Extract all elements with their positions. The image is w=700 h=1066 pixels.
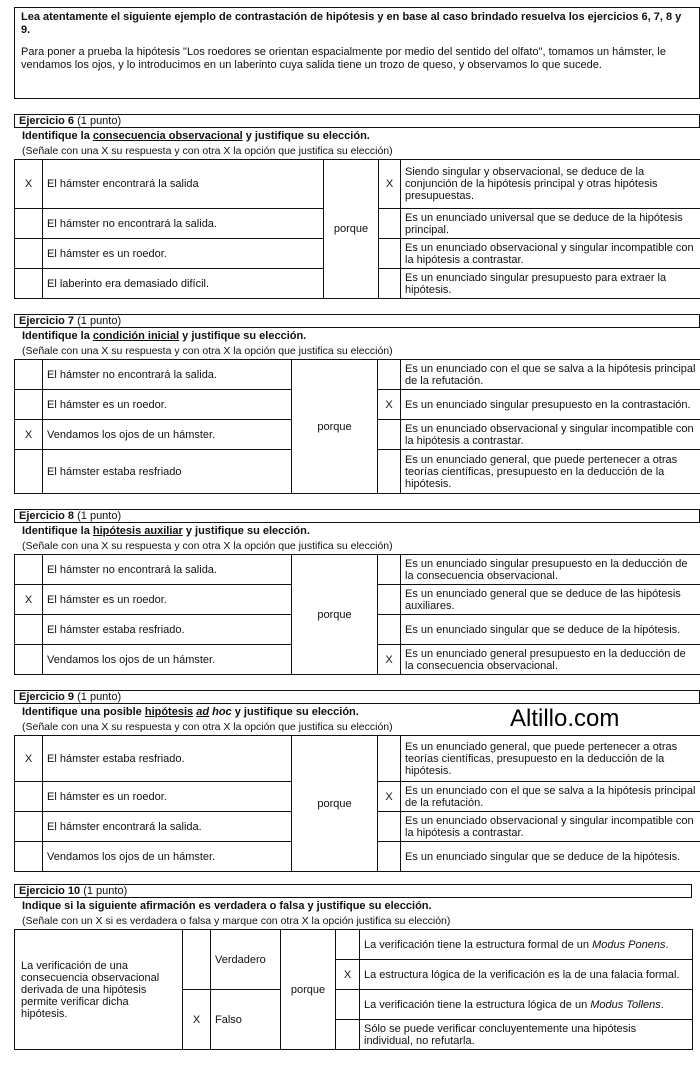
ex7-inst-pre: Identifique la: [22, 330, 93, 342]
ex9-table: [14, 735, 700, 872]
ex6-header: [14, 114, 700, 128]
intro-body: Para poner a prueba la hipótesis "Los roedores se orientan espacialmente por medio del sentido del olfato", tomamos un hámster, le vendamos los ojos, y lo introducimos en un laberinto cuya salida tiene un trozo de queso, y observamos lo que sucede.: [21, 46, 666, 71]
ex7-left-mark[interactable]: [15, 390, 43, 420]
ex7-title: Ejercicio 7: [19, 315, 75, 327]
intro-heading: Lea atentamente el siguiente ejemplo de contrastación de hipótesis y en base al caso brindado resuelva los ejercicios 6, 7, 8 y 9.: [21, 11, 682, 36]
ex10-false-option[interactable]: Falso: [211, 990, 281, 1050]
ex7-left-option[interactable]: El hámster es un roedor.: [43, 390, 292, 420]
porque-label: porque: [281, 930, 336, 1050]
ex6-right-option[interactable]: Es un enunciado universal que se deduce de la hipótesis principal.: [401, 209, 700, 239]
ex6-inst-post: y justifique su elección.: [242, 130, 370, 142]
ex6-left-option[interactable]: El laberinto era demasiado difícil.: [43, 269, 324, 299]
porque-label: porque: [292, 555, 378, 675]
ex7-inst-key: condición inicial: [92, 330, 180, 342]
ex9-left-option[interactable]: Vendamos los ojos de un hámster.: [43, 842, 292, 872]
ex6-right-option[interactable]: Siendo singular y observacional, se deduce de la conjunción de la hipótesis principal y otras hipótesis presupuestas.: [401, 160, 700, 209]
ex9-left-mark[interactable]: X: [15, 736, 43, 782]
ex8-inst-key: hipótesis auxiliar: [92, 525, 183, 537]
ex6-left-mark[interactable]: [15, 239, 43, 269]
ex10-table: [14, 929, 693, 1050]
ex9-left-mark[interactable]: [15, 842, 43, 872]
ex9-right-mark[interactable]: [378, 842, 401, 872]
porque-label: porque: [292, 360, 378, 494]
ex9-inst-post: y justifique su elección.: [231, 706, 359, 718]
ex6-right-option[interactable]: Es un enunciado observacional y singular incompatible con la hipótesis a contrastar.: [401, 239, 700, 269]
ex8-left-option[interactable]: Vendamos los ojos de un hámster.: [43, 645, 292, 675]
ex9-points: (1 punto): [77, 691, 122, 703]
ex8-right-option[interactable]: Es un enunciado general que se deduce de las hipótesis auxiliares.: [401, 585, 700, 615]
ex8-right-option[interactable]: Es un enunciado general presupuesto en la deducción de la consecuencia observacional.: [401, 645, 700, 675]
table-row: [15, 160, 700, 209]
ex8-right-mark[interactable]: [378, 555, 401, 585]
ex9-right-mark[interactable]: [378, 736, 401, 782]
ex8-left-option[interactable]: El hámster no encontrará la salida.: [43, 555, 292, 585]
ex7-right-mark[interactable]: X: [378, 390, 401, 420]
ex7-right-mark[interactable]: [378, 420, 401, 450]
ex10-subtitle: (Señale con un X si es verdadera o falsa y marque con otra X la opción justifica su elección): [22, 915, 451, 927]
ex8-left-mark[interactable]: X: [15, 585, 43, 615]
ex10-points: (1 punto): [83, 885, 128, 897]
ex8-subtitle: (Señale con una X su respuesta y con otra X la opción que justifica su elección): [22, 540, 393, 552]
watermark: Altillo.com: [510, 705, 620, 732]
ex9-left-option[interactable]: El hámster es un roedor.: [43, 782, 292, 812]
ex9-subtitle: (Señale con una X su respuesta y con otra X la opción que justifica su elección): [22, 721, 393, 733]
ex10-instruction: Indique si la siguiente afirmación es verdadera o falsa y justifique su elección.: [22, 900, 432, 912]
ex8-inst-pre: Identifique la: [22, 525, 93, 537]
ex9-header: [14, 690, 700, 704]
ex10-true-option[interactable]: Verdadero: [211, 930, 281, 990]
ex6-title: Ejercicio 6: [19, 115, 75, 127]
ex10-right-option[interactable]: La estructura lógica de la verificación es la de una falacia formal.: [360, 960, 693, 990]
ex7-left-mark[interactable]: X: [15, 420, 43, 450]
ex10-r1-pre: La verificación tiene la estructura formal de un: [364, 938, 593, 951]
intro-box: [14, 7, 700, 99]
ex7-left-mark[interactable]: [15, 360, 43, 390]
ex6-instruction: [22, 130, 370, 142]
ex8-table: [14, 554, 700, 675]
ex8-left-mark[interactable]: [15, 555, 43, 585]
ex10-true-mark[interactable]: [183, 930, 211, 990]
ex6-right-mark[interactable]: [379, 269, 401, 299]
ex10-r3-pre: La verificación tiene la estructura lógica de un: [364, 998, 591, 1011]
ex7-subtitle: (Señale con una X su respuesta y con otra X la opción que justifica su elección): [22, 345, 393, 357]
ex10-right-option[interactable]: [360, 930, 693, 960]
ex8-right-option[interactable]: Es un enunciado singular presupuesto en la deducción de la consecuencia observacional.: [401, 555, 700, 585]
ex7-points: (1 punto): [77, 315, 122, 327]
ex7-left-option[interactable]: Vendamos los ojos de un hámster.: [43, 420, 292, 450]
ex7-right-option[interactable]: Es un enunciado observacional y singular incompatible con la hipótesis a contrastar.: [401, 420, 700, 450]
ex10-r3-italic: Modus Tollens: [590, 998, 661, 1011]
ex9-right-option[interactable]: Es un enunciado singular que se deduce de la hipótesis.: [401, 842, 700, 872]
ex9-right-option[interactable]: Es un enunciado con el que se salva a la hipótesis principal de la refutación.: [401, 782, 700, 812]
ex10-right-option[interactable]: Sólo se puede verificar concluyentemente una hipótesis individual, no refutarla.: [360, 1020, 693, 1050]
table-row: [15, 736, 700, 782]
ex9-left-option[interactable]: El hámster encontrará la salida.: [43, 812, 292, 842]
ex6-left-option[interactable]: El hámster es un roedor.: [43, 239, 324, 269]
ex10-statement: La verificación de una consecuencia observacional derivada de una hipótesis permite verificar dicha hipótesis.: [15, 930, 183, 1050]
ex9-inst-key2: ad: [196, 706, 210, 718]
ex8-left-mark[interactable]: [15, 645, 43, 675]
ex8-left-option[interactable]: El hámster estaba resfriado.: [43, 615, 292, 645]
ex6-right-mark[interactable]: X: [379, 160, 401, 209]
ex10-right-option[interactable]: [360, 990, 693, 1020]
ex6-right-option[interactable]: Es un enunciado singular presupuesto para extraer la hipótesis.: [401, 269, 700, 299]
ex8-header: [14, 509, 700, 523]
ex7-right-mark[interactable]: [378, 450, 401, 494]
ex6-right-mark[interactable]: [379, 209, 401, 239]
ex10-title: Ejercicio 10: [19, 885, 81, 897]
ex9-instruction: [22, 706, 359, 718]
ex7-right-mark[interactable]: [378, 360, 401, 390]
ex6-inst-pre: Identifique la: [22, 130, 93, 142]
ex10-right-mark[interactable]: [336, 990, 360, 1020]
ex8-inst-post: y justifique su elección.: [182, 525, 310, 537]
ex10-right-mark[interactable]: [336, 1020, 360, 1050]
ex9-inst-key1: hipótesis: [144, 706, 194, 718]
ex8-right-mark[interactable]: [378, 615, 401, 645]
ex8-left-option[interactable]: El hámster es un roedor.: [43, 585, 292, 615]
ex9-right-option[interactable]: Es un enunciado observacional y singular incompatible con la hipótesis a contrastar.: [401, 812, 700, 842]
ex6-table: [14, 159, 700, 299]
ex7-right-option[interactable]: Es un enunciado con el que se salva a la hipótesis principal de la refutación.: [401, 360, 700, 390]
table-row: [15, 360, 700, 390]
ex7-left-option[interactable]: El hámster estaba resfriado: [43, 450, 292, 494]
ex6-right-mark[interactable]: [379, 239, 401, 269]
ex10-r3-post: .: [660, 998, 664, 1011]
ex9-right-option[interactable]: Es un enunciado general, que puede pertenecer a otras teorías científicas, presupuesto en la deducción de la hipótesis.: [401, 736, 700, 782]
ex7-header: [14, 314, 700, 328]
ex6-left-mark[interactable]: [15, 209, 43, 239]
ex6-inst-key: consecuencia observacional: [92, 130, 243, 142]
ex7-left-option[interactable]: El hámster no encontrará la salida.: [43, 360, 292, 390]
ex9-left-option[interactable]: El hámster estaba resfriado.: [43, 736, 292, 782]
ex8-title: Ejercicio 8: [19, 510, 75, 522]
table-row: [15, 930, 693, 960]
ex6-left-option[interactable]: El hámster encontrará la salida: [43, 160, 324, 209]
ex9-right-mark[interactable]: [378, 812, 401, 842]
ex8-instruction: [22, 525, 310, 537]
ex10-r1-italic: Modus Ponens: [592, 938, 666, 951]
ex10-r1-post: .: [665, 938, 669, 951]
porque-label: porque: [324, 160, 379, 299]
ex7-right-option[interactable]: Es un enunciado singular presupuesto en la contrastación.: [401, 390, 700, 420]
ex9-left-mark[interactable]: [15, 782, 43, 812]
ex8-points: (1 punto): [77, 510, 122, 522]
ex6-left-mark[interactable]: [15, 269, 43, 299]
ex9-right-mark[interactable]: X: [378, 782, 401, 812]
ex7-instruction: [22, 330, 306, 342]
ex10-false-mark[interactable]: X: [183, 990, 211, 1050]
porque-label: porque: [292, 736, 378, 872]
ex7-left-mark[interactable]: [15, 450, 43, 494]
ex6-subtitle: (Señale con una X su respuesta y con otra X la opción que justifica su elección): [22, 145, 393, 157]
ex7-table: [14, 359, 700, 494]
ex10-right-mark[interactable]: X: [336, 960, 360, 990]
ex10-header: [14, 884, 692, 898]
table-row: [15, 555, 700, 585]
ex8-right-mark[interactable]: [378, 585, 401, 615]
ex7-right-option[interactable]: Es un enunciado general, que puede pertenecer a otras teorías científicas, presupuesto en la deducción de la hipótesis.: [401, 450, 700, 494]
ex7-inst-post: y justifique su elección.: [179, 330, 307, 342]
ex9-title: Ejercicio 9: [19, 691, 75, 703]
ex8-right-option[interactable]: Es un enunciado singular que se deduce de la hipótesis.: [401, 615, 700, 645]
ex9-left-mark[interactable]: [15, 812, 43, 842]
ex6-left-mark[interactable]: X: [15, 160, 43, 209]
ex10-right-mark[interactable]: [336, 930, 360, 960]
ex9-inst-key3: hoc: [212, 706, 232, 718]
ex8-right-mark[interactable]: X: [378, 645, 401, 675]
ex8-left-mark[interactable]: [15, 615, 43, 645]
ex6-left-option[interactable]: El hámster no encontrará la salida.: [43, 209, 324, 239]
ex9-inst-pre: Identifique una posible: [22, 706, 145, 718]
ex6-points: (1 punto): [77, 115, 122, 127]
